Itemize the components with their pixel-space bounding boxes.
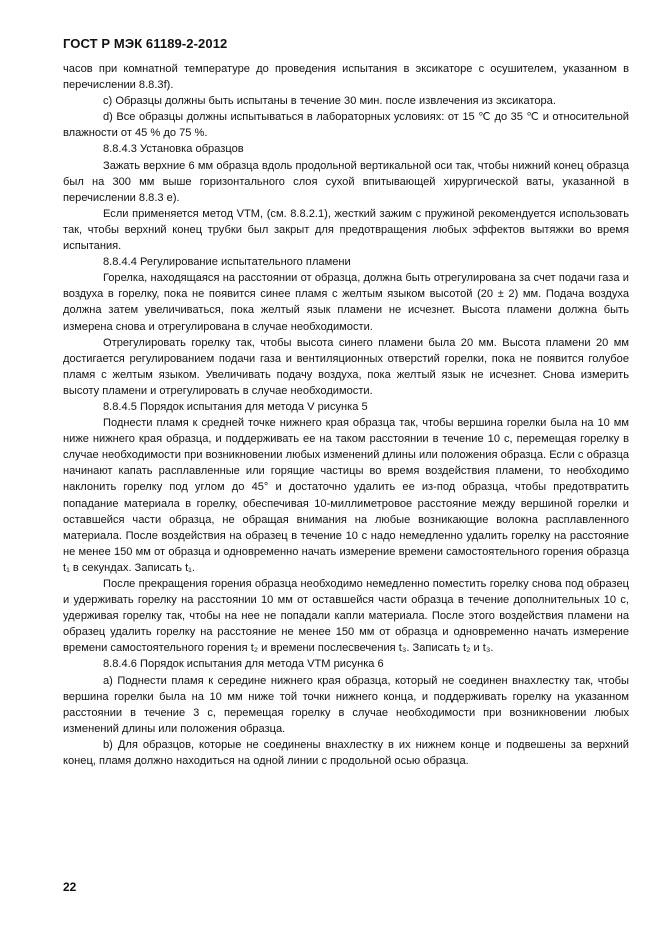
paragraph: Поднести пламя к средней точке нижнего края образца так, чтобы вершина горелки была на 10 мм ниже нижнего края образца, и поддерживать ее на таком расстоянии в течение 10 с, перемещая горелку в случае необходимости при возникновении любых изменений длины или положения образца. Если с образца начинают капать расплавленные или горящие частицы во время воздействия пламени, то необходимо наклонить горелку под углом до 45° и достаточно удалить ее из-под образца, чтобы предотвратить попадание материала в горелку, обеспечивая 10-миллиметровое расстояние между вершиной горелки и оставшейся части образца, не обращая внимания на любые возникающие волокна расплавленного материала. После воздействия на образец в течение 10 с надо немедленно удалить горелку на расстояние не менее 150 мм от образца и одновременно начать измерение времени самостоятельного горения образца t₁ в секундах. Записать t₁.	[63, 417, 629, 574]
paragraph: b) Для образцов, которые не соединены внахлестку в их нижнем конце и подвешены за верхний конец, пламя должно находиться на одной линии с продольной осью образца.	[63, 738, 629, 768]
section-heading: 8.8.4.3 Установка образцов	[103, 143, 244, 156]
paragraph: Если применяется метод VTM, (см. 8.8.2.1), жесткий зажим с пружиной рекомендуется использовать так, чтобы верхний конец трубки был закрыт для предотвращения любых эффектов вытяжки во время испытания.	[63, 207, 629, 253]
paragraph: часов при комнатной температуре до проведения испытания в эксикаторе с осушителем, указанном в перечислении 8.8.3f).	[63, 63, 629, 92]
document-body	[63, 61, 629, 769]
page-number: 22	[63, 880, 77, 894]
paragraph: Горелка, находящаяся на расстоянии от образца, должна быть отрегулирована за счет подачи газа и воздуха в горелку, пока не появится синее пламя с желтым языком высотой (20 ± 2) мм. Подача воздуха должна затем увеличиваться, пока желтый язык пламени не исчезнет. Высота пламени должна быть измерена снова и отрегулирована в случае необходимости.	[63, 272, 629, 333]
section-heading: 8.8.4.5 Порядок испытания для метода V рисунка 5	[103, 400, 368, 413]
section-heading: 8.8.4.4 Регулирование испытательного пламени	[103, 256, 351, 269]
paragraph: c) Образцы должны быть испытаны в течение 30 мин. после извлечения из эксикатора.	[103, 95, 556, 108]
section-heading: 8.8.4.6 Порядок испытания для метода VTM рисунка 6	[103, 658, 384, 671]
paragraph: После прекращения горения образца необходимо немедленно поместить горелку снова под образец и удерживать горелку на расстоянии 10 мм от оставшейся части образца в течение дополнительных 10 с, удерживая горелку так, чтобы на нее не попадали капли материала. После этого воздействия пламени на образец удалить горелку на расстояние не менее 150 мм от образца и одновременно начать измерение времени самостоятельного горения t₂ и времени послесвечения t₃. Записать t₂ и t₃.	[63, 578, 629, 655]
paragraph: a) Поднести пламя к середине нижнего края образца, который не соединен внахлестку так, чтобы вершина горелки была на 10 мм ниже той точки нижнего конца, и поддерживать горелку на указанном расстоянии в течение 3 с, перемещая горелку в случае необходимости при возникновении любых изменений длины или положения образца.	[63, 674, 629, 735]
paragraph: Зажать верхние 6 мм образца вдоль продольной вертикальной оси так, чтобы нижний конец образца был на 300 мм выше горизонтального слоя сухой впитывающей хирургической ваты, указанной в перечислении 8.8.3 e).	[63, 159, 629, 204]
paragraph: d) Все образцы должны испытываться в лабораторных условиях: от 15 ℃ до 35 ℃ и относительной влажности от 45 % до 75 %.	[63, 111, 629, 140]
paragraph: Отрегулировать горелку так, чтобы высота синего пламени была 20 мм. Высота пламени 20 мм достигается регулированием подачи газа и вентиляционных отверстий горелки, пока не появится голубое пламя с желтым языком. Увеличивать подачу воздуха, пока желтый язык не исчезнет. Снова измерить высоту пламени и отрегулировать в случае необходимости.	[63, 336, 629, 397]
document-header: ГОСТ Р МЭК 61189-2-2012	[63, 36, 228, 51]
